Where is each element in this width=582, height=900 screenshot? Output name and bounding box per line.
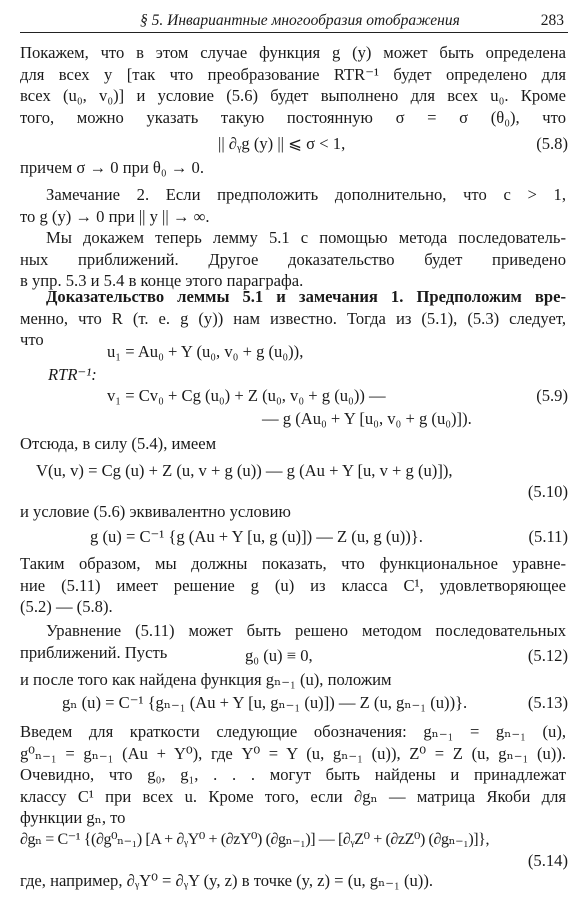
text-line: причем σ → 0 при θ₀ → 0. — [20, 158, 204, 177]
text-line: ных приближений. Другое доказательство будет приведено — [20, 249, 566, 269]
text-line: Мы докажем теперь лемму 5.1 с помощью метода последователь- — [46, 228, 566, 247]
paragraph-1 — [20, 42, 566, 128]
equation-number: (5.13) — [527, 693, 568, 712]
text-line: для всех y [так что преобразование RTR⁻¹ будет определено для — [20, 64, 566, 84]
equation-u1: u₁ = Au₀ + Y (u₀, v₀ + g (u₀)), — [107, 342, 304, 361]
text-line: g⁰ₙ₋₁ = gₙ₋₁ (Au + Y⁰), где Y⁰ = Y (u, gₙ₋₁ (u)), Z⁰ = Z (u, gₙ₋₁ (u)). — [20, 743, 566, 763]
equation-number: (5.8) — [536, 134, 568, 153]
text-line: классу C¹ при всех u. Кроме того, если ∂gₙ — матрица Якоби для — [20, 786, 566, 806]
equation-5-11: g (u) = C⁻¹ {g (Au + Y [u, g (u)]) — Z (u, g (u))}. — [90, 527, 423, 546]
equation-number: (5.11) — [528, 527, 568, 546]
equation-number: (5.10) — [527, 482, 568, 501]
paragraph-3 — [20, 553, 566, 618]
text-line: и условие (5.6) эквивалентно условию — [20, 502, 291, 521]
page-number: 283 — [540, 12, 564, 29]
paragraph-2 — [20, 227, 566, 292]
equation-number: (5.12) — [527, 646, 568, 665]
remark-2 — [20, 184, 566, 227]
text-line: Отсюда, в силу (5.4), имеем — [20, 434, 217, 453]
text-line: Очевидно, что g₀, g₁, . . . могут быть найдены и принадлежат — [20, 765, 566, 784]
text-line: того, можно указать такую постоянную σ = σ (θ₀), что — [20, 107, 566, 127]
text-line: менно, что R (т. е. g (y)) нам известно. Тогда из (5.1), (5.3) следует, — [20, 308, 566, 328]
equation-number: (5.9) — [536, 386, 568, 405]
rtr-label: RTR⁻¹: — [48, 365, 97, 384]
equation-5-14: ∂gₙ = C⁻¹ {(∂g⁰ₙ₋₁) [A + ∂ᵧY⁰ + (∂zY⁰) (∂gₙ₋₁)] — [∂ᵧZ⁰ + (∂zZ⁰) (∂gₙ₋₁)]}, — [20, 831, 490, 848]
text-line: приближений. Пусть — [20, 642, 168, 662]
equation-5-8: || ∂ᵧg (y) || ⩽ σ < 1, — [218, 134, 346, 153]
text-line: то g (y) → 0 при || y || → ∞. — [20, 206, 210, 226]
text-line: в упр. 5.3 и 5.4 в конце этого параграфа. — [20, 271, 304, 290]
text-line: Уравнение (5.11) может быть решено методом последовательных — [46, 621, 566, 640]
equation-5-9-line-1: v₁ = Cv₀ + Cg (u₀) + Z (u₀, v₀ + g (u₀)) — — [107, 386, 386, 405]
equation-5-12: g₀ (u) ≡ 0, — [245, 646, 313, 665]
equation-5-13: gₙ (u) = C⁻¹ {gₙ₋₁ (Au + Y [u, gₙ₋₁ (u)]) — Z (u, gₙ₋₁ (u))}. — [62, 693, 468, 712]
text-line: (5.2) — (5.8). — [20, 597, 113, 616]
equation-number: (5.14) — [527, 851, 568, 870]
text-line: функции gₙ, то — [20, 808, 126, 827]
header-title: § 5. Инвариантные многообразия отображения — [140, 12, 460, 29]
text-line: Покажем, что в этом случае функция g (y) может быть определена — [20, 43, 566, 62]
text-line: Замечание 2. Если предположить дополнительно, что c > 1, — [46, 185, 566, 204]
equation-5-10: V(u, v) = Cg (u) + Z (u, v + g (u)) — g (Au + Y [u, v + g (u)]), — [36, 461, 453, 480]
text-line: ние (5.11) имеет решение g (u) из класса C¹, удовлетворяющее — [20, 575, 566, 595]
text-line: всех (u₀, v₀)] и условие (5.6) будет выполнено для всех u₀. Кроме — [20, 86, 566, 105]
equation-5-9-line-2: — g (Au₀ + Y [u₀, v₀ + g (u₀)]). — [262, 409, 472, 428]
text-line: Таким образом, мы должны показать, что функциональное уравне- — [20, 554, 566, 573]
text-line: что — [20, 330, 44, 349]
paragraph-5 — [20, 721, 566, 829]
text-line: где, например, ∂ᵧY⁰ = ∂ᵧY (y, z) в точке (y, z) = (u, gₙ₋₁ (u)). — [20, 871, 434, 890]
text-line: и после того как найдена функция gₙ₋₁ (u), положим — [20, 670, 392, 689]
text-line: Доказательство леммы 5.1 и замечания 1. Предположим вре- — [46, 287, 566, 306]
running-header — [20, 8, 568, 33]
text-line: Введем для краткости следующие обозначения: gₙ₋₁ = gₙ₋₁ (u), — [20, 722, 566, 741]
